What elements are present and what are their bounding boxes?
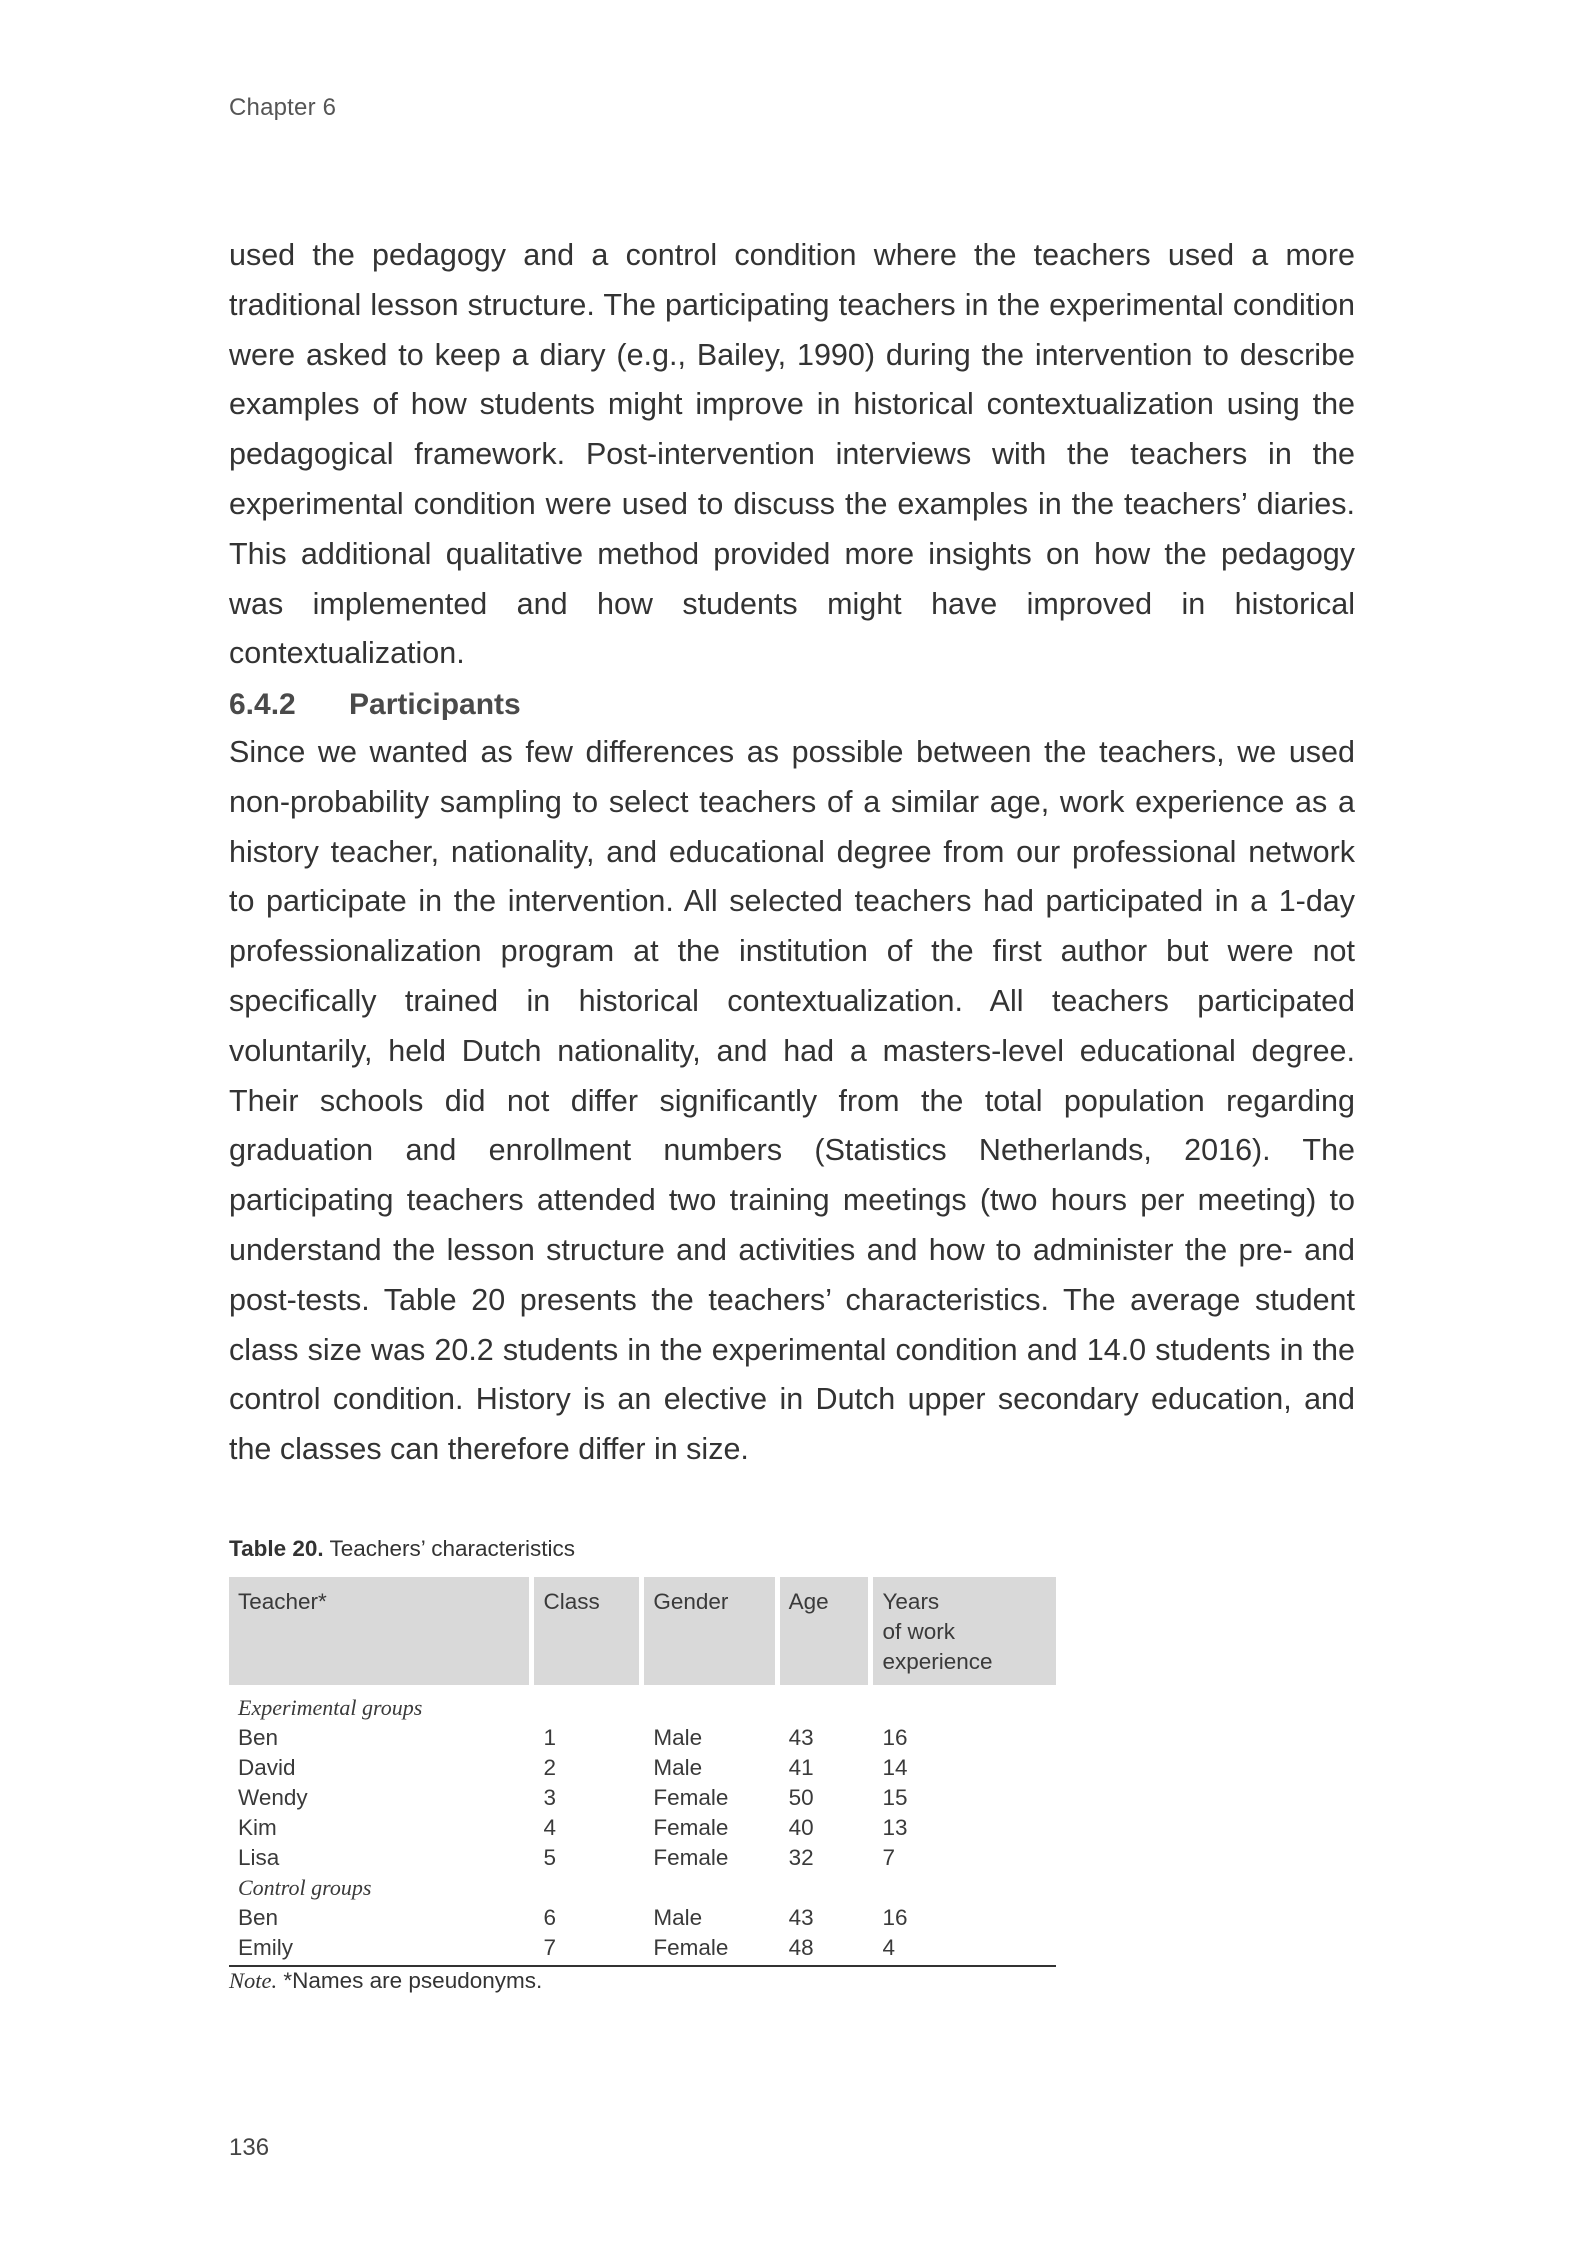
cell-class: 5 bbox=[543, 1845, 556, 1870]
body-paragraph-1: used the pedagogy and a control condition where the teachers used a more traditional lesson structure. The participating teachers in the experimental condition were asked to keep a diary (e.g., Bailey, 1990) during the intervention to describe examples of how students might improve in historical contextualization using the pedagogical framework. Post-intervention interviews with the teachers in the experimental condition were used to discuss the examples in the teachers’ diaries. This additional qualitative method provided more insights on how the pedagogy was implemented and how students might have improved in historical contextualization. bbox=[229, 238, 1355, 671]
table-header-row bbox=[229, 1577, 1056, 1685]
cell-gender: Male bbox=[653, 1725, 703, 1750]
table-row bbox=[229, 1903, 1056, 1933]
section-number: 6.4.2 bbox=[229, 688, 296, 721]
group-row-control bbox=[229, 1873, 1056, 1903]
table-row bbox=[229, 1753, 1056, 1783]
cell-years: 16 bbox=[882, 1725, 908, 1750]
cell-age: 48 bbox=[780, 1933, 874, 1967]
cell-gender: Male bbox=[653, 1755, 703, 1780]
table-note-text: *Names are pseudonyms. bbox=[277, 1968, 543, 1993]
cell-class: 1 bbox=[543, 1725, 556, 1750]
cell-age: 32 bbox=[788, 1845, 814, 1870]
cell-years: 13 bbox=[882, 1815, 908, 1840]
running-head: Chapter 6 bbox=[229, 94, 337, 121]
cell-years: 4 bbox=[873, 1933, 1056, 1967]
header-age: Age bbox=[780, 1577, 874, 1685]
table-row bbox=[229, 1813, 1056, 1843]
cell-teacher: Kim bbox=[238, 1815, 277, 1840]
header-years bbox=[873, 1577, 1056, 1685]
cell-teacher: David bbox=[238, 1755, 296, 1780]
cell-gender: Female bbox=[644, 1933, 779, 1967]
body-paragraph-2: Since we wanted as few differences as possible between the teachers, we used non-probability sampling to select teachers of a similar age, work experience as a history teacher, nationality, and educational degree from our professional network to participate in the intervention. All selected teachers had participated in a 1-day professionalization program at the institution of the first author but were not specifically trained in historical contextualization. All teachers participated voluntarily, held Dutch nationality, and had a masters-level educational degree. Their schools did not differ significantly from the total population regarding graduation and enrollment numbers (Statistics Netherlands, 2016). The participating teachers attended two training meetings (two hours per meeting) to understand the lesson structure and activities and how to administer the pre- and post-tests. Table 20 presents the teachers’ characteristics. The average student class size was 20.2 students in the experimental condition and 14.0 students in the control condition. History is an elective in Dutch upper secondary education, and the classes can therefore differ in size. bbox=[229, 735, 1355, 1467]
cell-teacher: Wendy bbox=[238, 1785, 308, 1810]
header-years-line1: Years bbox=[882, 1589, 940, 1614]
cell-gender: Female bbox=[653, 1815, 729, 1840]
cell-years: 15 bbox=[882, 1785, 908, 1810]
cell-class: 3 bbox=[543, 1785, 556, 1810]
cell-years: 14 bbox=[882, 1755, 908, 1780]
cell-gender: Female bbox=[653, 1845, 729, 1870]
cell-years: 16 bbox=[882, 1905, 908, 1930]
cell-class: 4 bbox=[543, 1815, 556, 1840]
cell-age: 40 bbox=[788, 1815, 814, 1840]
cell-age: 41 bbox=[788, 1755, 814, 1780]
cell-age: 43 bbox=[788, 1905, 814, 1930]
table-row bbox=[229, 1723, 1056, 1753]
teachers-table bbox=[229, 1577, 1056, 1967]
cell-gender: Female bbox=[653, 1785, 729, 1810]
group-row-experimental bbox=[229, 1685, 1056, 1723]
cell-teacher: Ben bbox=[238, 1905, 279, 1930]
table-note-label: Note. bbox=[229, 1968, 278, 1993]
cell-teacher: Lisa bbox=[238, 1845, 280, 1870]
header-years-line3: experience bbox=[882, 1649, 993, 1674]
cell-class: 7 bbox=[534, 1933, 644, 1967]
cell-class: 6 bbox=[543, 1905, 556, 1930]
cell-teacher: Emily bbox=[229, 1933, 534, 1967]
table-caption-text: Teachers’ characteristics bbox=[323, 1536, 575, 1561]
section-title: Participants bbox=[349, 688, 521, 721]
header-teacher: Teacher* bbox=[229, 1577, 534, 1685]
cell-age: 43 bbox=[788, 1725, 814, 1750]
header-years-line2: of work bbox=[882, 1619, 955, 1644]
table-row bbox=[229, 1843, 1056, 1873]
table-note bbox=[229, 1968, 542, 1994]
cell-class: 2 bbox=[543, 1755, 556, 1780]
header-gender: Gender bbox=[644, 1577, 779, 1685]
section-heading bbox=[229, 683, 521, 727]
cell-gender: Male bbox=[653, 1905, 703, 1930]
group-label-experimental: Experimental groups bbox=[238, 1695, 423, 1720]
header-class: Class bbox=[534, 1577, 644, 1685]
table-row bbox=[229, 1783, 1056, 1813]
cell-years: 7 bbox=[882, 1845, 895, 1870]
table-caption-label: Table 20. bbox=[229, 1536, 324, 1561]
page-number: 136 bbox=[229, 2134, 270, 2161]
table-row bbox=[229, 1933, 1056, 1967]
table-caption bbox=[229, 1536, 575, 1562]
group-label-control: Control groups bbox=[238, 1875, 372, 1900]
cell-teacher: Ben bbox=[238, 1725, 279, 1750]
cell-age: 50 bbox=[788, 1785, 814, 1810]
